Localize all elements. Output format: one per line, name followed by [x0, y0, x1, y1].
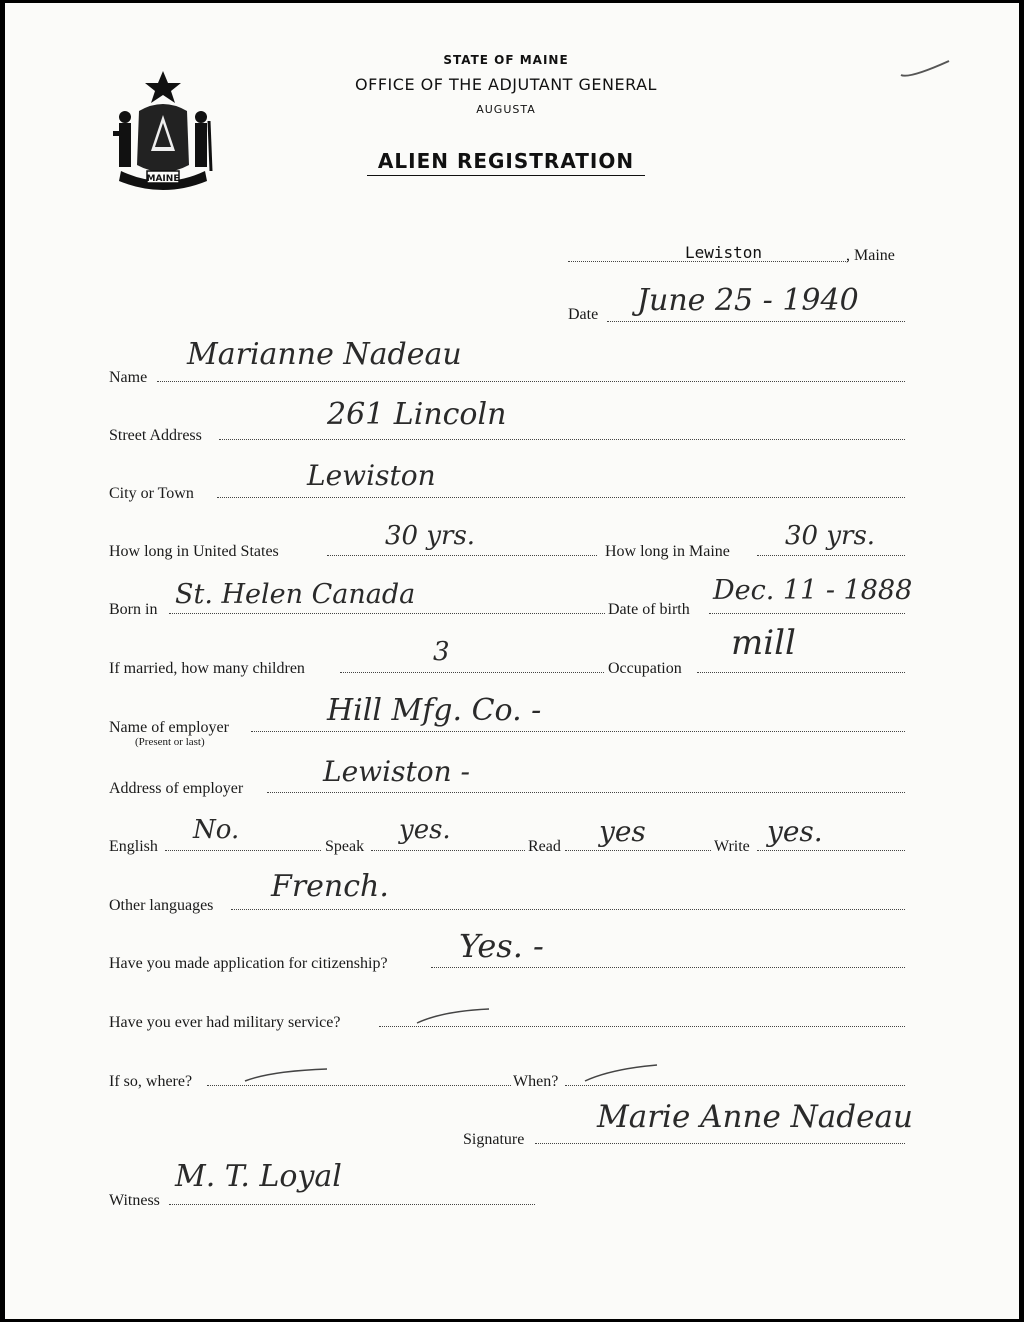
header-city: AUGUSTA: [476, 103, 536, 116]
how-long-maine-label: How long in Maine: [605, 543, 730, 560]
occupation-label: Occupation: [608, 660, 682, 677]
name-label: Name: [109, 369, 148, 386]
born-in-label: Born in: [109, 601, 158, 618]
street-address-label: Street Address: [109, 427, 202, 444]
military-dash: [413, 1007, 493, 1027]
write-label: Write: [714, 838, 750, 855]
how-long-us-label: How long in United States: [109, 543, 279, 560]
when-dash: [581, 1063, 661, 1085]
read-value: yes: [599, 815, 646, 848]
where-dash: [241, 1065, 331, 1085]
town-typed: Lewiston: [685, 243, 763, 262]
employer-name-sublabel: (Present or last): [135, 736, 205, 748]
registration-form: [5, 3, 1019, 1319]
how-long-us-value: 30 yrs.: [385, 521, 476, 551]
read-label: Read: [528, 838, 561, 855]
other-languages-value: French.: [271, 869, 389, 904]
street-address-value: 261 Lincoln: [327, 397, 507, 432]
write-value: yes.: [767, 815, 823, 848]
state-label: , Maine: [846, 247, 895, 264]
signature-value: Marie Anne Nadeau: [597, 1099, 913, 1135]
english-label: English: [109, 838, 158, 855]
children-value: 3: [433, 637, 450, 667]
date-value: June 25 - 1940: [637, 283, 859, 318]
other-languages-label: Other languages: [109, 897, 214, 914]
header-office: OFFICE OF THE ADJUTANT GENERAL: [355, 75, 657, 94]
city-value: Lewiston: [307, 459, 436, 492]
date-of-birth-label: Date of birth: [608, 601, 690, 618]
check-mark: [897, 53, 957, 83]
speak-label: Speak: [325, 838, 365, 855]
citizenship-value: Yes. -: [459, 927, 544, 965]
born-in-value: St. Helen Canada: [175, 579, 416, 610]
header-state: STATE OF MAINE: [443, 53, 569, 67]
date-label: Date: [568, 306, 599, 323]
employer-address-label: Address of employer: [109, 780, 244, 797]
form-title: ALIEN REGISTRATION: [377, 149, 635, 173]
state-seal-icon: [111, 67, 215, 195]
military-label: Have you ever had military service?: [109, 1014, 341, 1031]
how-long-maine-value: 30 yrs.: [785, 521, 876, 551]
form-title-underline: [367, 175, 645, 176]
witness-value: M. T. Loyal: [175, 1159, 342, 1194]
date-of-birth-value: Dec. 11 - 1888: [713, 575, 913, 606]
signature-label: Signature: [463, 1131, 525, 1148]
when-label: When?: [513, 1073, 559, 1090]
speak-value: yes.: [399, 815, 451, 845]
name-value: Marianne Nadeau: [187, 337, 462, 372]
children-label: If married, how many children: [109, 660, 305, 677]
employer-name-label: Name of employer: [109, 719, 229, 736]
employer-address-value: Lewiston -: [323, 755, 470, 788]
svg-text:MAINE: MAINE: [146, 174, 180, 184]
witness-label: Witness: [109, 1192, 160, 1209]
occupation-value: mill: [731, 623, 796, 663]
where-label: If so, where?: [109, 1073, 193, 1090]
english-value: No.: [193, 815, 240, 845]
city-label: City or Town: [109, 485, 194, 502]
employer-name-value: Hill Mfg. Co. -: [327, 693, 542, 728]
citizenship-label: Have you made application for citizenship?: [109, 955, 388, 972]
